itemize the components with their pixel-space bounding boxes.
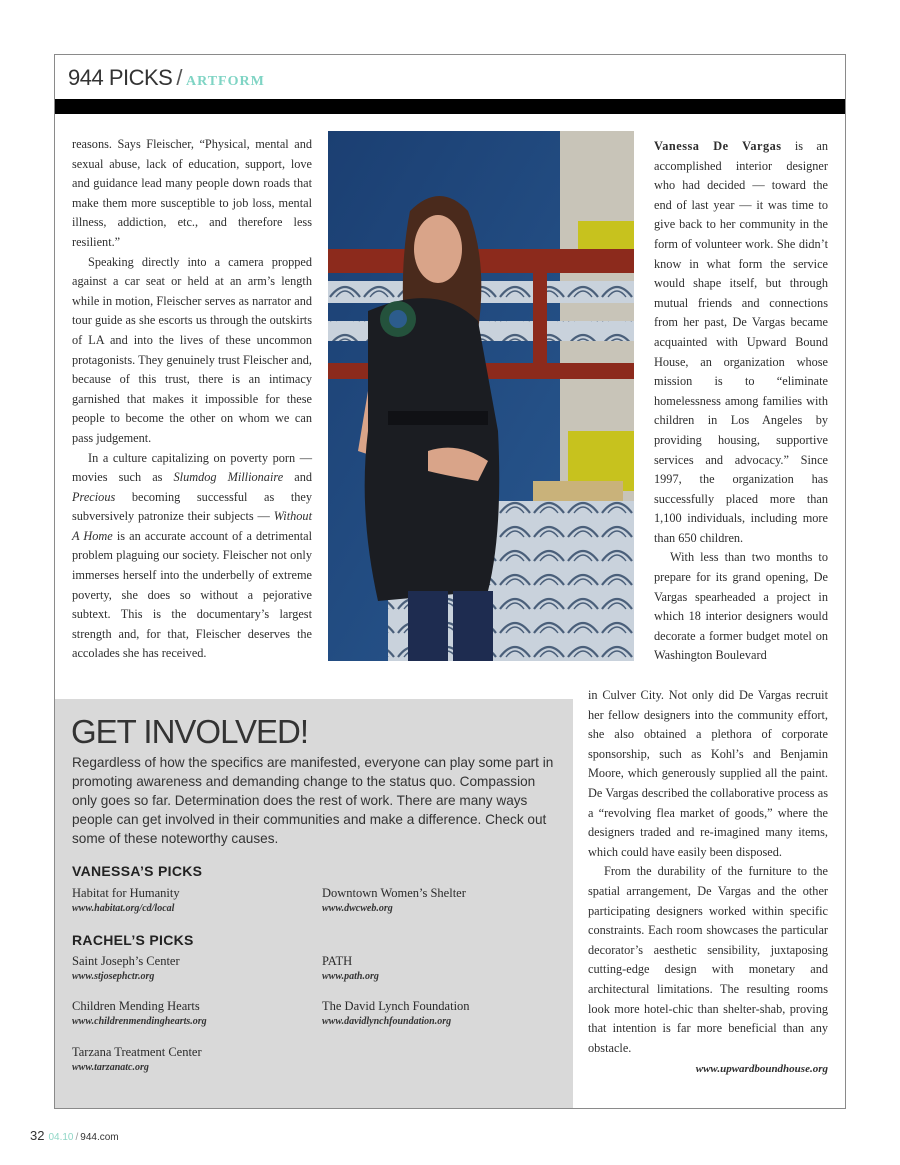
pick-name: Tarzana Treatment Center bbox=[72, 1045, 202, 1059]
pick-url[interactable]: www.childrenmendinghearts.org bbox=[72, 1016, 207, 1027]
pick-name: Children Mending Hearts bbox=[72, 999, 200, 1013]
pick-name: Habitat for Humanity bbox=[72, 886, 180, 900]
pick-url[interactable]: www.tarzanatc.org bbox=[72, 1062, 149, 1073]
section-label: ARTFORM bbox=[185, 74, 265, 89]
film-title: Precious bbox=[72, 489, 116, 504]
pick-name: Saint Joseph’s Center bbox=[72, 954, 180, 968]
pick-item bbox=[322, 998, 562, 1030]
rachel-picks-heading: RACHEL’S PICKS bbox=[72, 932, 194, 948]
sidebar-body: Regardless of how the specifics are manifested, everyone can play some part in promoting awareness and demanding change to the status quo. Compassion only goes so far. Determination does the rest of work. There are many ways people can get involved in their communities and make a difference. Check out some of these noteworthy causes. bbox=[72, 755, 554, 846]
film-title: Without A Home bbox=[72, 509, 312, 543]
paragraph: in Culver City. Not only did De Vargas recruit her fellow designers into the community effort, she also obtained a plethora of corporate sponsorship, such as Kohl’s and Benjamin Moore, which generously supplied all the paint. De Vargas described the collaborative process as a “revolving flea market of goods,” where the designers traded and re-imagined many items, which could have easily been disposed. bbox=[588, 688, 828, 859]
pick-url[interactable]: www.davidlynchfoundation.org bbox=[322, 1016, 452, 1027]
site-name: 944.com bbox=[80, 1132, 119, 1143]
pick-url[interactable]: www.dwcweb.org bbox=[322, 903, 393, 914]
website-link[interactable]: www.upwardboundhouse.org bbox=[695, 1063, 828, 1076]
pick-item bbox=[72, 998, 312, 1030]
paragraph bbox=[72, 449, 312, 665]
portrait-photo bbox=[328, 131, 634, 661]
paragraph bbox=[654, 137, 828, 548]
text-run: is an accurate account of a detrimental problem plaguing our society. Fleischer not only immerses herself into the underbelly of extreme poverty, she does so without a pejorative subtext. This is the documentary’s largest strength and, for that, Fleischer deserves the accolades she has received. bbox=[72, 528, 313, 661]
paragraph: With less than two months to prepare for its grand opening, De Vargas spearheaded a project in which 18 interior designers would decorate a former budget motel on Washington Boulevard bbox=[654, 550, 828, 663]
lead-name: Vanessa De Vargas bbox=[654, 139, 782, 153]
issue-date: 04.10 bbox=[48, 1132, 74, 1143]
header-title bbox=[68, 65, 265, 91]
pick-item bbox=[322, 885, 562, 917]
paragraph: From the durability of the furniture to the spatial arrangement, De Vargas and the other participating designers worked within specific constraints. Each room showcases the particular decorator’s aesthetic sensibility, juxtaposing cutting-edge design with monetary and architectural limitations. The resulting rooms look more hotel-chic than shelter-shab, proving that intention is far more beneficial than any obstacle. bbox=[588, 864, 828, 1055]
text-run: In a culture capitalizing on poverty porn — movies such as bbox=[72, 450, 312, 485]
text-run: and bbox=[283, 470, 312, 485]
pick-item bbox=[72, 953, 312, 985]
paragraph: Speaking directly into a camera propped against a car seat or held at an arm’s length while in motion, Fleischer serves as narrator and tour guide as she escorts us through the outskirts of LA and into the lives of these uncommon protagonists. They genuinely trust Fleischer and, because of this trust, there is an intimacy garnished that makes it impossible for these people to become the other on whom we can pass judgement. bbox=[72, 254, 312, 445]
pick-url[interactable]: www.habitat.org/cd/local bbox=[72, 903, 175, 914]
text-run: is an accomplished interior designer who had decided — toward the end of last year — it was time to give back to her community in the form of volunteer work. She didn’t know in what form the service would shape itself, but through mutual friends and connections from her past, De Vargas became acquainted with Upward Bound House, an organization whose mission is to “eliminate homelessness among families with children in Los Angeles by providing housing, supportive services and advocacy.” Since 1997, the organization has successfully placed more than 1,100 individuals, including more than 650 children. bbox=[654, 139, 828, 545]
vanessa-picks-heading: VANESSA’S PICKS bbox=[72, 863, 203, 879]
right-column bbox=[654, 137, 828, 666]
header-rule bbox=[55, 99, 845, 114]
pick-item bbox=[72, 885, 312, 917]
pick-name: Downtown Women’s Shelter bbox=[322, 886, 466, 900]
pick-item bbox=[72, 1044, 312, 1076]
get-involved-sidebar bbox=[55, 699, 573, 1108]
page-folio bbox=[30, 1128, 119, 1143]
folio-separator: / bbox=[75, 1132, 79, 1143]
sidebar-title: GET INVOLVED! bbox=[71, 713, 309, 750]
left-column bbox=[72, 135, 312, 664]
pick-name: PATH bbox=[322, 954, 353, 968]
header-slash: / bbox=[176, 65, 182, 90]
film-title: Slumdog Millionaire bbox=[173, 470, 284, 485]
brand-label: 944 PICKS bbox=[68, 65, 173, 90]
page-header bbox=[55, 55, 845, 99]
pick-url[interactable]: www.path.org bbox=[322, 971, 379, 982]
text-run: becoming successful as they subversively patronize their subjects — bbox=[72, 489, 312, 524]
pick-url[interactable]: www.stjosephctr.org bbox=[72, 971, 155, 982]
paragraph: reasons. Says Fleischer, “Physical, mental and sexual abuse, lack of education, support, love and guidance lead many people down roads that make them more susceptible to job loss, mental illness, addiction, etc., and therefore less resilient.” bbox=[72, 137, 312, 249]
pick-item bbox=[322, 953, 562, 985]
page-number: 32 bbox=[30, 1128, 45, 1143]
pick-name: The David Lynch Foundation bbox=[322, 999, 470, 1013]
wide-column bbox=[588, 686, 828, 1080]
